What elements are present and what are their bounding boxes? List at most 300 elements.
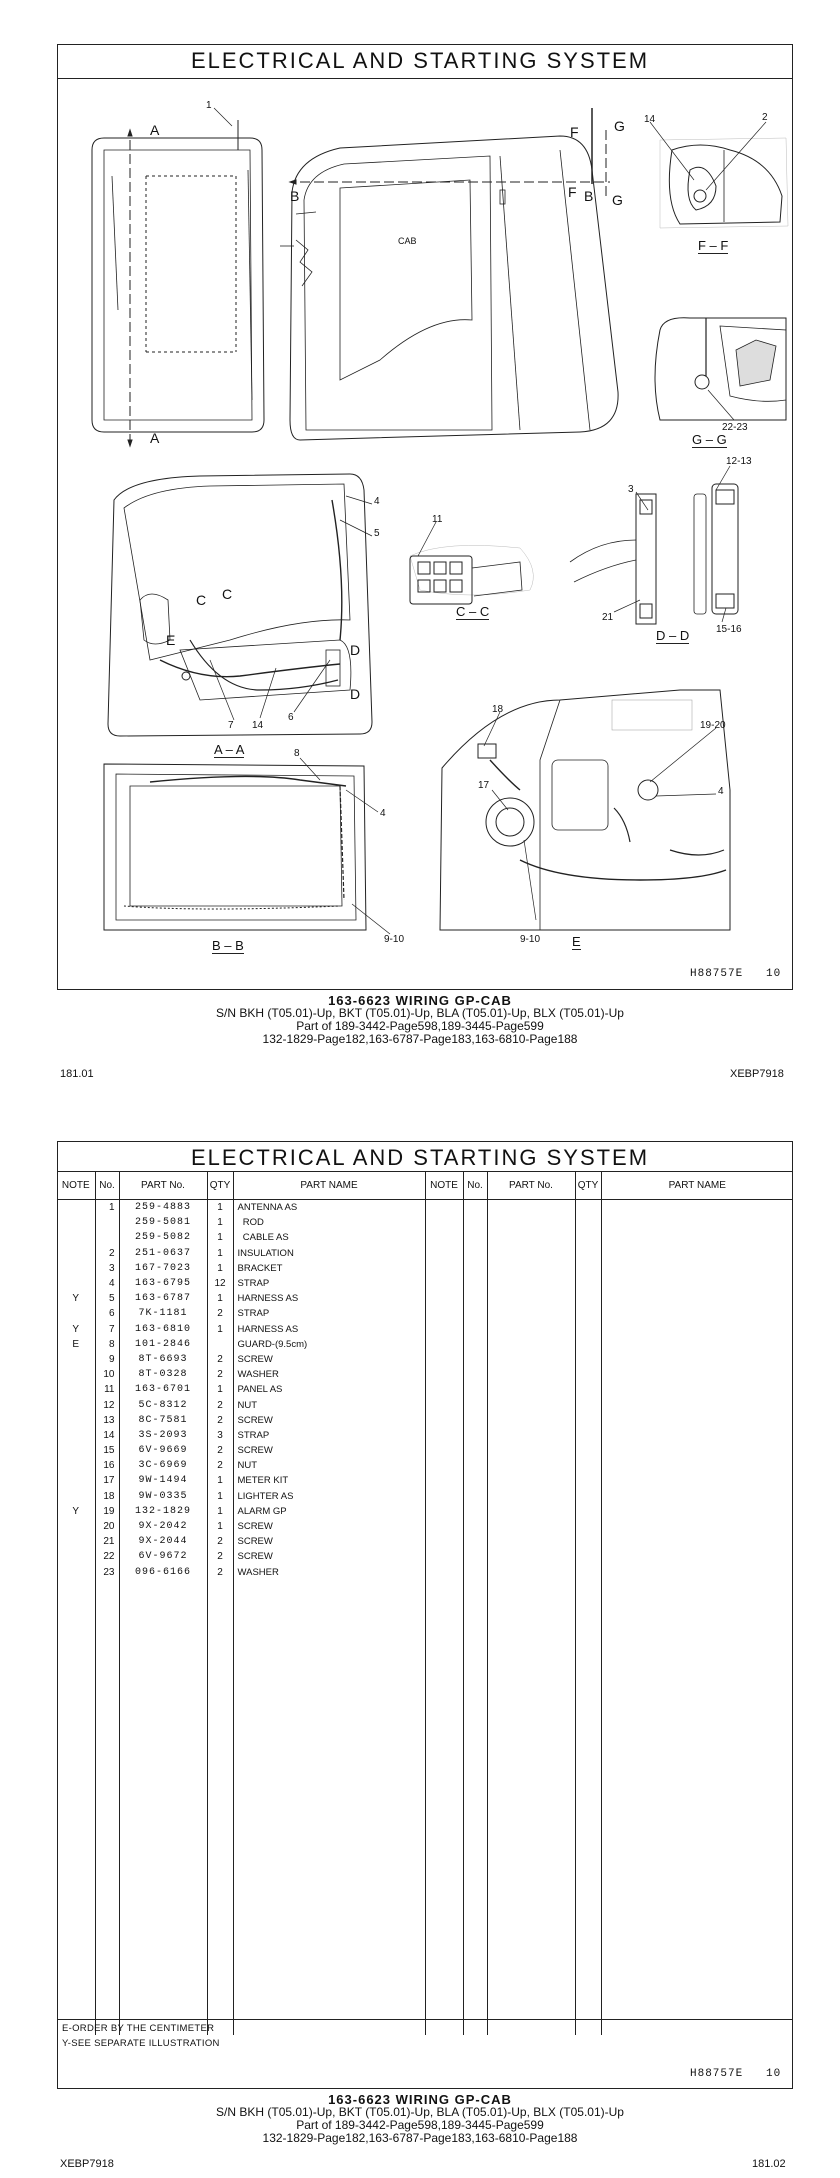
- table-row: [57, 1823, 793, 1838]
- item-number-cell: [95, 1230, 119, 1245]
- section-letter-a-bottom: A: [150, 430, 160, 446]
- part-number-cell: [119, 1580, 207, 1595]
- empty-cell: [601, 1549, 793, 1564]
- empty-cell: [575, 1504, 601, 1519]
- qty-cell: [207, 1990, 233, 2005]
- part-number-cell: 163-6795: [119, 1276, 207, 1291]
- part-name-cell: [233, 1656, 425, 1671]
- empty-cell: [463, 1686, 487, 1701]
- section-letter-a-top: A: [150, 122, 160, 138]
- empty-cell: [575, 1838, 601, 1853]
- qty-cell: [207, 1762, 233, 1777]
- empty-cell: [487, 1656, 575, 1671]
- part-number-cell: [119, 1899, 207, 1914]
- qty-cell: [207, 1975, 233, 1990]
- empty-cell: [425, 1230, 463, 1245]
- empty-cell: [575, 1747, 601, 1762]
- page1-title: ELECTRICAL AND STARTING SYSTEM: [190, 48, 650, 73]
- qty-cell: [207, 1944, 233, 1959]
- part-name-cell: [233, 1671, 425, 1686]
- part-number-cell: [119, 2005, 207, 2020]
- table-row: [57, 1276, 793, 1291]
- callout-19-20: 19-20: [700, 720, 726, 731]
- callout-6: 6: [288, 712, 294, 723]
- empty-cell: [487, 2005, 575, 2020]
- table-row: [57, 1534, 793, 1549]
- part-number-cell: [119, 1747, 207, 1762]
- part-name-cell: ALARM GP: [233, 1504, 425, 1519]
- empty-cell: [601, 1230, 793, 1245]
- callout-1: 1: [206, 100, 212, 111]
- table-row: [57, 1580, 793, 1595]
- notes-rule: [57, 2019, 793, 2020]
- empty-cell: [463, 1428, 487, 1443]
- section-letter-d-bottom: D: [350, 686, 361, 702]
- section-letter-g-top: G: [614, 118, 625, 134]
- empty-cell: [463, 1306, 487, 1321]
- note-cell: [57, 1413, 95, 1428]
- empty-cell: [487, 1777, 575, 1792]
- empty-cell: [601, 2020, 793, 2035]
- col-note: NOTE: [57, 1171, 95, 1200]
- empty-cell: [463, 1458, 487, 1473]
- doc-number-p1: XEBP7918: [730, 1068, 784, 1080]
- empty-cell: [463, 1489, 487, 1504]
- empty-cell: [575, 1625, 601, 1640]
- part-name-cell: METER KIT: [233, 1473, 425, 1488]
- empty-cell: [487, 1565, 575, 1580]
- part-number-cell: 9W-1494: [119, 1473, 207, 1488]
- qty-cell: [207, 1883, 233, 1898]
- empty-cell: [463, 1246, 487, 1261]
- section-letter-f-bottom: F: [568, 184, 577, 200]
- empty-cell: [425, 1868, 463, 1883]
- empty-cell: [601, 1701, 793, 1716]
- empty-cell: [575, 1519, 601, 1534]
- footnote-e: E-ORDER BY THE CENTIMETER: [62, 2023, 215, 2034]
- empty-cell: [601, 1929, 793, 1944]
- empty-cell: [425, 1823, 463, 1838]
- part-name-cell: [233, 2005, 425, 2020]
- empty-cell: [425, 1975, 463, 1990]
- illustration-num-p1: 10: [766, 968, 782, 980]
- empty-cell: [487, 1549, 575, 1564]
- part-number-cell: 5C-8312: [119, 1397, 207, 1412]
- qty-cell: 2: [207, 1534, 233, 1549]
- part-name-cell: [233, 1610, 425, 1625]
- empty-cell: [601, 1640, 793, 1655]
- callout-7: 7: [228, 720, 234, 731]
- qty-cell: 1: [207, 1246, 233, 1261]
- callout-5: 5: [374, 528, 380, 539]
- table-row: [57, 1883, 793, 1898]
- empty-cell: [425, 1610, 463, 1625]
- empty-cell: [463, 1777, 487, 1792]
- part-number-cell: 163-6810: [119, 1322, 207, 1337]
- part-number-cell: [119, 1686, 207, 1701]
- qty-cell: 2: [207, 1413, 233, 1428]
- item-number-cell: [95, 1610, 119, 1625]
- table-row: [57, 1458, 793, 1473]
- qty-cell: 1: [207, 1519, 233, 1534]
- qty-cell: 2: [207, 1306, 233, 1321]
- empty-cell: [425, 1261, 463, 1276]
- part-name-cell: SCREW: [233, 1534, 425, 1549]
- part-number-cell: 259-5081: [119, 1215, 207, 1230]
- item-number-cell: 3: [95, 1261, 119, 1276]
- item-number-cell: 18: [95, 1489, 119, 1504]
- part-number-cell: [119, 1671, 207, 1686]
- part-name-cell: [233, 1580, 425, 1595]
- part-number-cell: [119, 1701, 207, 1716]
- empty-cell: [463, 1747, 487, 1762]
- part-name-cell: [233, 1640, 425, 1655]
- empty-cell: [575, 1671, 601, 1686]
- part-name-cell: HARNESS AS: [233, 1291, 425, 1306]
- part-number-cell: 163-6701: [119, 1382, 207, 1397]
- note-cell: [57, 1868, 95, 1883]
- empty-cell: [425, 1640, 463, 1655]
- qty-cell: 1: [207, 1382, 233, 1397]
- note-cell: [57, 1549, 95, 1564]
- note-cell: [57, 1883, 95, 1898]
- empty-cell: [575, 1610, 601, 1625]
- empty-cell: [487, 1792, 575, 1807]
- parts-table-body: [57, 1200, 793, 2036]
- note-cell: [57, 1397, 95, 1412]
- empty-cell: [601, 2005, 793, 2020]
- table-row: [57, 1443, 793, 1458]
- qty-cell: [207, 1625, 233, 1640]
- empty-cell: [487, 1473, 575, 1488]
- empty-cell: [601, 1291, 793, 1306]
- table-row: [57, 1519, 793, 1534]
- item-number-cell: 13: [95, 1413, 119, 1428]
- footnotes: [62, 2021, 220, 2051]
- empty-cell: [601, 1367, 793, 1382]
- qty-cell: [207, 1686, 233, 1701]
- table-row: [57, 1610, 793, 1625]
- table-row: [57, 1413, 793, 1428]
- part-number-cell: 259-4883: [119, 1200, 207, 1216]
- empty-cell: [425, 1762, 463, 1777]
- qty-cell: [207, 1792, 233, 1807]
- empty-cell: [601, 1686, 793, 1701]
- callout-14-ff: 14: [644, 114, 656, 125]
- note-cell: Y: [57, 1291, 95, 1306]
- part-number-cell: 3S-2093: [119, 1428, 207, 1443]
- qty-cell: [207, 1929, 233, 1944]
- empty-cell: [425, 1792, 463, 1807]
- empty-cell: [425, 1777, 463, 1792]
- note-cell: [57, 1595, 95, 1610]
- table-row: [57, 1322, 793, 1337]
- empty-cell: [575, 1276, 601, 1291]
- col-no: No.: [95, 1171, 119, 1200]
- part-name-cell: [233, 1853, 425, 1868]
- empty-cell: [601, 1732, 793, 1747]
- item-number-cell: 9: [95, 1352, 119, 1367]
- qty-cell: 2: [207, 1549, 233, 1564]
- empty-cell: [601, 1322, 793, 1337]
- part-name-cell: NUT: [233, 1458, 425, 1473]
- qty-cell: [207, 1747, 233, 1762]
- table-row: [57, 1656, 793, 1671]
- empty-cell: [601, 1276, 793, 1291]
- empty-cell: [575, 2020, 601, 2035]
- part-number-cell: 132-1829: [119, 1504, 207, 1519]
- qty-cell: [207, 1899, 233, 1914]
- empty-cell: [425, 1352, 463, 1367]
- empty-cell: [575, 1565, 601, 1580]
- empty-cell: [487, 1580, 575, 1595]
- empty-cell: [487, 1808, 575, 1823]
- qty-cell: 2: [207, 1458, 233, 1473]
- part-number-cell: 6V-9669: [119, 1443, 207, 1458]
- caption-refs-p2: 132-1829-Page182,163-6787-Page183,163-6810-Page188: [262, 2131, 578, 2145]
- table-row: [57, 1990, 793, 2005]
- empty-cell: [601, 1473, 793, 1488]
- part-name-cell: STRAP: [233, 1428, 425, 1443]
- empty-cell: [425, 1656, 463, 1671]
- empty-cell: [487, 1306, 575, 1321]
- view-label-dd: D – D: [656, 628, 690, 643]
- col-part-name: PART NAME: [233, 1171, 425, 1200]
- note-cell: [57, 1975, 95, 1990]
- item-number-cell: [95, 1716, 119, 1731]
- empty-cell: [575, 1230, 601, 1245]
- part-name-cell: [233, 1701, 425, 1716]
- part-number-cell: [119, 1914, 207, 1929]
- note-cell: [57, 1656, 95, 1671]
- note-cell: [57, 1944, 95, 1959]
- item-number-cell: [95, 1656, 119, 1671]
- col-note-2: NOTE: [425, 1171, 463, 1200]
- empty-cell: [575, 1656, 601, 1671]
- empty-cell: [487, 1883, 575, 1898]
- note-cell: Y: [57, 1322, 95, 1337]
- illustration-num-p2: 10: [766, 2068, 782, 2080]
- empty-cell: [425, 1671, 463, 1686]
- part-number-cell: [119, 1610, 207, 1625]
- empty-cell: [463, 1291, 487, 1306]
- empty-cell: [601, 1610, 793, 1625]
- empty-cell: [487, 1261, 575, 1276]
- empty-cell: [463, 1975, 487, 1990]
- empty-cell: [425, 1473, 463, 1488]
- empty-cell: [487, 1246, 575, 1261]
- empty-cell: [425, 1716, 463, 1731]
- empty-cell: [601, 1534, 793, 1549]
- section-letter-b-right: B: [584, 188, 594, 204]
- part-number-cell: 8T-0328: [119, 1367, 207, 1382]
- callout-cab: CAB: [398, 236, 417, 246]
- empty-cell: [463, 1230, 487, 1245]
- empty-cell: [425, 1883, 463, 1898]
- empty-cell: [575, 1382, 601, 1397]
- note-cell: [57, 2005, 95, 2020]
- note-cell: [57, 1747, 95, 1762]
- empty-cell: [425, 1929, 463, 1944]
- empty-cell: [575, 1534, 601, 1549]
- empty-cell: [425, 1747, 463, 1762]
- note-cell: [57, 1914, 95, 1929]
- part-name-cell: [233, 1823, 425, 1838]
- note-cell: [57, 1580, 95, 1595]
- empty-cell: [487, 2020, 575, 2035]
- note-cell: [57, 1853, 95, 1868]
- empty-cell: [575, 1686, 601, 1701]
- qty-cell: 2: [207, 1352, 233, 1367]
- callout-17: 17: [478, 780, 490, 791]
- table-row: [57, 1959, 793, 1974]
- part-name-cell: [233, 1990, 425, 2005]
- table-row: [57, 1929, 793, 1944]
- note-cell: [57, 1823, 95, 1838]
- note-cell: [57, 1732, 95, 1747]
- empty-cell: [575, 1261, 601, 1276]
- table-row: [57, 1200, 793, 1216]
- empty-cell: [601, 1899, 793, 1914]
- empty-cell: [463, 1337, 487, 1352]
- empty-cell: [487, 1686, 575, 1701]
- item-number-cell: 2: [95, 1246, 119, 1261]
- empty-cell: [463, 1367, 487, 1382]
- part-name-cell: [233, 1777, 425, 1792]
- item-number-cell: [95, 1914, 119, 1929]
- item-number-cell: [95, 1883, 119, 1898]
- empty-cell: [601, 1428, 793, 1443]
- empty-cell: [425, 1625, 463, 1640]
- part-name-cell: STRAP: [233, 1276, 425, 1291]
- section-letter-f-top: F: [570, 124, 579, 140]
- item-number-cell: [95, 1732, 119, 1747]
- empty-cell: [425, 1732, 463, 1747]
- part-number-cell: [119, 1777, 207, 1792]
- empty-cell: [575, 2005, 601, 2020]
- empty-cell: [575, 1899, 601, 1914]
- col-qty: QTY: [207, 1171, 233, 1200]
- empty-cell: [601, 1990, 793, 2005]
- part-number-cell: [119, 1944, 207, 1959]
- note-cell: [57, 1473, 95, 1488]
- empty-cell: [487, 1990, 575, 2005]
- note-cell: E: [57, 1337, 95, 1352]
- empty-cell: [487, 1747, 575, 1762]
- qty-cell: 1: [207, 1322, 233, 1337]
- empty-cell: [463, 1352, 487, 1367]
- part-number-cell: 3C-6969: [119, 1458, 207, 1473]
- view-label-ff: F – F: [698, 238, 729, 253]
- empty-cell: [425, 1458, 463, 1473]
- empty-cell: [425, 1291, 463, 1306]
- note-cell: [57, 1701, 95, 1716]
- item-number-cell: 1: [95, 1200, 119, 1216]
- item-number-cell: 19: [95, 1504, 119, 1519]
- empty-cell: [487, 1762, 575, 1777]
- empty-cell: [487, 1868, 575, 1883]
- empty-cell: [575, 1595, 601, 1610]
- empty-cell: [463, 1534, 487, 1549]
- callout-9-10-bb: 9-10: [384, 934, 405, 945]
- empty-cell: [425, 1246, 463, 1261]
- leader-lines: [210, 108, 766, 934]
- qty-cell: 2: [207, 1367, 233, 1382]
- part-name-cell: [233, 1868, 425, 1883]
- callout-14-aa: 14: [252, 720, 264, 731]
- empty-cell: [575, 1929, 601, 1944]
- part-number-cell: [119, 1716, 207, 1731]
- empty-cell: [601, 1883, 793, 1898]
- item-number-cell: 17: [95, 1473, 119, 1488]
- note-cell: [57, 1352, 95, 1367]
- empty-cell: [463, 1382, 487, 1397]
- table-row: [57, 1625, 793, 1640]
- table-row: [57, 1337, 793, 1352]
- part-name-cell: [233, 1732, 425, 1747]
- note-cell: [57, 1777, 95, 1792]
- note-cell: [57, 1230, 95, 1245]
- view-f-f: [660, 138, 788, 228]
- part-name-cell: [233, 1595, 425, 1610]
- empty-cell: [575, 1397, 601, 1412]
- item-number-cell: 14: [95, 1428, 119, 1443]
- note-cell: [57, 1671, 95, 1686]
- part-name-cell: [233, 1944, 425, 1959]
- part-name-cell: [233, 1899, 425, 1914]
- part-name-cell: SCREW: [233, 1352, 425, 1367]
- empty-cell: [463, 1823, 487, 1838]
- empty-cell: [601, 1595, 793, 1610]
- col-part-name-2: PART NAME: [601, 1171, 793, 1200]
- empty-cell: [601, 1777, 793, 1792]
- empty-cell: [575, 1944, 601, 1959]
- item-number-cell: [95, 1777, 119, 1792]
- empty-cell: [463, 1883, 487, 1898]
- table-row: [57, 1352, 793, 1367]
- part-name-cell: [233, 1838, 425, 1853]
- empty-cell: [463, 1215, 487, 1230]
- empty-cell: [463, 1838, 487, 1853]
- empty-cell: [487, 1367, 575, 1382]
- empty-cell: [463, 1990, 487, 2005]
- table-row: [57, 1261, 793, 1276]
- empty-cell: [425, 1944, 463, 1959]
- table-row: [57, 1504, 793, 1519]
- empty-cell: [601, 1944, 793, 1959]
- empty-cell: [575, 1215, 601, 1230]
- empty-cell: [425, 1276, 463, 1291]
- empty-cell: [575, 1473, 601, 1488]
- qty-cell: 2: [207, 1565, 233, 1580]
- table-row: [57, 1291, 793, 1306]
- part-number-cell: [119, 1625, 207, 1640]
- table-row: [57, 1230, 793, 1245]
- qty-cell: 1: [207, 1261, 233, 1276]
- part-name-cell: SCREW: [233, 1519, 425, 1534]
- empty-cell: [575, 1337, 601, 1352]
- empty-cell: [575, 1716, 601, 1731]
- item-number-cell: [95, 1671, 119, 1686]
- qty-cell: [207, 1580, 233, 1595]
- part-number-cell: 9X-2044: [119, 1534, 207, 1549]
- callout-21: 21: [602, 612, 614, 623]
- view-d-d: [570, 484, 738, 624]
- empty-cell: [425, 1549, 463, 1564]
- item-number-cell: [95, 1792, 119, 1807]
- empty-cell: [463, 1959, 487, 1974]
- qty-cell: 1: [207, 1504, 233, 1519]
